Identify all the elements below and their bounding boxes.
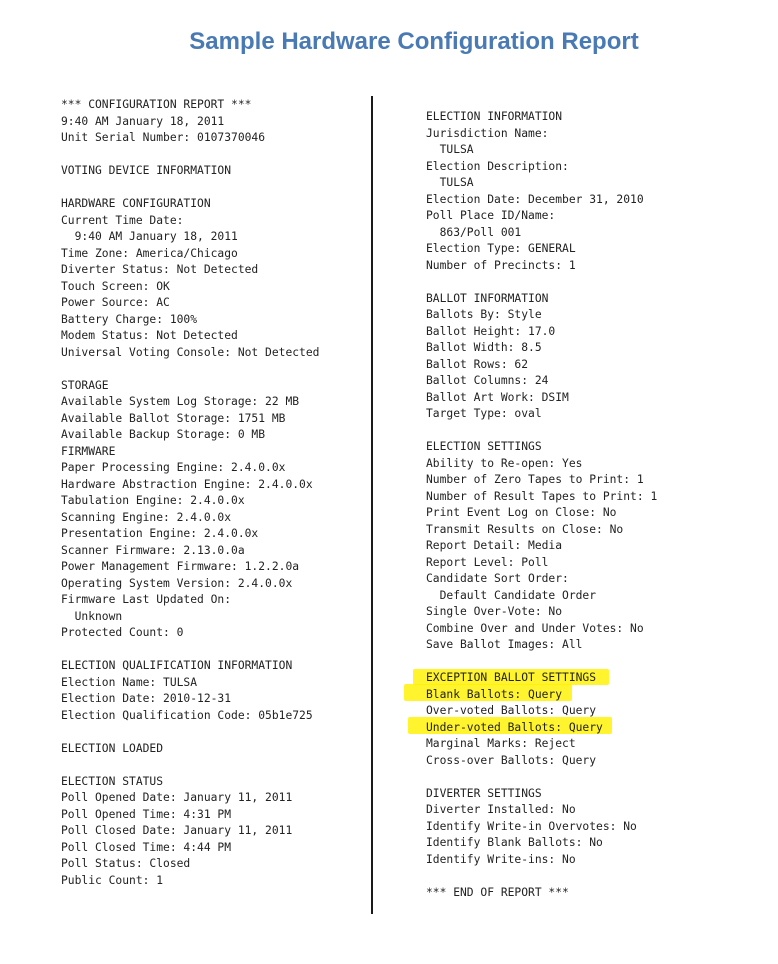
report-line: TULSA [426,143,474,156]
report-line: Unknown [61,609,123,623]
report-line: *** CONFIGURATION REPORT *** [61,98,252,111]
report-line: Save Ballot Images: All [426,638,583,651]
blank-line [61,180,319,197]
report-line: Time Zone: America/Chicago [61,246,238,260]
report-line: Scanning Engine: 2.4.0.0x [61,510,232,524]
report-line: TULSA [426,176,474,189]
report-line: Election Qualification Code: 05b1e725 [61,708,313,722]
blank-line [61,642,319,659]
report-line: Poll Opened Date: January 11, 2011 [61,791,293,804]
report-line: 9:40 AM January 18, 2011 [61,114,225,128]
report-line: Under-voted Ballots: Query [426,720,603,734]
report-line: Identify Blank Ballots: No [426,836,603,849]
report-line: Ballot Columns: 24 [426,374,549,387]
report-line: ELECTION LOADED [61,741,164,755]
report-line: Ballot Width: 8.5 [426,341,542,354]
report-line: BALLOT INFORMATION [426,291,549,305]
report-line: *** END OF REPORT *** [426,885,569,899]
blank-line [426,868,657,885]
report-line: Jurisdiction Name: [426,126,549,140]
blank-line [61,757,319,774]
column-divider [371,96,373,914]
report-line: Paper Processing Engine: 2.4.0.0x [61,461,286,474]
report-line: Poll Status: Closed [61,857,191,870]
report-line: Over-voted Ballots: Query [426,704,597,717]
blank-line [61,724,319,741]
report-line: Report Level: Poll [426,555,549,569]
report-line: Number of Result Tapes to Print: 1 [426,489,658,503]
report-line: Diverter Installed: No [426,803,576,816]
report-line: Poll Opened Time: 4:31 PM [61,807,232,821]
report-line: 863/Poll 001 [426,225,522,239]
report-line: Poll Closed Date: January 11, 2011 [61,824,293,837]
report-line: Operating System Version: 2.4.0.0x [61,576,293,590]
report-line: Transmit Results on Close: No [426,522,624,536]
report-line: Battery Charge: 100% [61,312,198,326]
blank-line [426,274,657,291]
report-line: 9:40 AM January 18, 2011 [61,230,238,243]
report-line: Election Name: TULSA [61,675,198,689]
report-line: Number of Zero Tapes to Print: 1 [426,473,644,486]
report-line: Ballot Height: 17.0 [426,324,556,338]
report-line: ELECTION STATUS [61,774,164,788]
report-line: Cross-over Ballots: Query [426,753,597,767]
report-line: Ability to Re-open: Yes [426,456,583,470]
report-line: Single Over-Vote: No [426,605,563,618]
report-line: Touch Screen: OK [61,279,170,293]
report-line: Ballot Rows: 62 [426,357,529,371]
report-line: STORAGE [61,378,109,392]
report-line: Firmware Last Updated On: [61,593,232,606]
blank-line [426,423,657,440]
report-line: Poll Place ID/Name: [426,209,556,222]
report-line: Tabulation Engine: 2.4.0.0x [61,494,245,507]
report-line: Default Candidate Order [426,588,597,602]
report-line: Print Event Log on Close: No [426,506,617,519]
report-line: Identify Write-in Overvotes: No [426,819,637,833]
report-line: Diverter Status: Not Detected [61,263,259,276]
report-line: Power Source: AC [61,296,170,309]
blank-line [61,147,319,164]
report-line: Ballot Art Work: DSIM [426,390,569,404]
report-line: VOTING DEVICE INFORMATION [61,164,232,177]
report-line: Ballots By: Style [426,308,542,321]
report-line: Available System Log Storage: 22 MB [61,395,300,408]
report-line: Current Time Date: [61,213,184,227]
report-line: Identify Write-ins: No [426,852,576,866]
report-line: Unit Serial Number: 0107370046 [61,131,266,144]
report-line: Universal Voting Console: Not Detected [61,345,320,359]
report-line: Available Backup Storage: 0 MB [61,428,266,441]
report-line: Report Detail: Media [426,539,563,552]
left-report-column [61,97,319,889]
report-line: Number of Precincts: 1 [426,258,576,272]
report-line: ELECTION QUALIFICATION INFORMATION [61,659,293,672]
report-line: Election Date: December 31, 2010 [426,192,644,206]
report-title: Sample Hardware Configuration Report [189,28,639,55]
blank-line [426,769,657,786]
report-line: Hardware Abstraction Engine: 2.4.0.0x [61,477,313,491]
report-line: Combine Over and Under Votes: No [426,621,644,635]
report-line: Election Type: GENERAL [426,242,576,255]
report-line: Power Management Firmware: 1.2.2.0a [61,560,300,573]
report-line: Available Ballot Storage: 1751 MB [61,411,286,425]
report-line: Candidate Sort Order: [426,572,569,585]
report-line: EXCEPTION BALLOT SETTINGS [426,671,597,684]
report-line: DIVERTER SETTINGS [426,786,542,800]
report-line: Marginal Marks: Reject [426,737,576,750]
report-line: Scanner Firmware: 2.13.0.0a [61,543,245,557]
report-line: Election Description: [426,159,569,173]
report-line: Poll Closed Time: 4:44 PM [61,840,232,854]
report-line: Blank Ballots: Query [426,687,563,701]
report-line: Target Type: oval [426,407,542,420]
report-line: ELECTION INFORMATION [426,110,563,123]
blank-line [426,654,657,671]
blank-line [61,361,319,378]
report-line: Protected Count: 0 [61,626,184,639]
report-line: Modem Status: Not Detected [61,329,238,342]
report-line: ELECTION SETTINGS [426,440,542,453]
report-line: FIRMWARE [61,444,116,458]
report-line: Public Count: 1 [61,873,164,887]
report-line: HARDWARE CONFIGURATION [61,197,211,210]
report-line: Presentation Engine: 2.4.0.0x [61,527,259,540]
report-line: Election Date: 2010-12-31 [61,692,232,705]
right-report-column [426,109,657,901]
